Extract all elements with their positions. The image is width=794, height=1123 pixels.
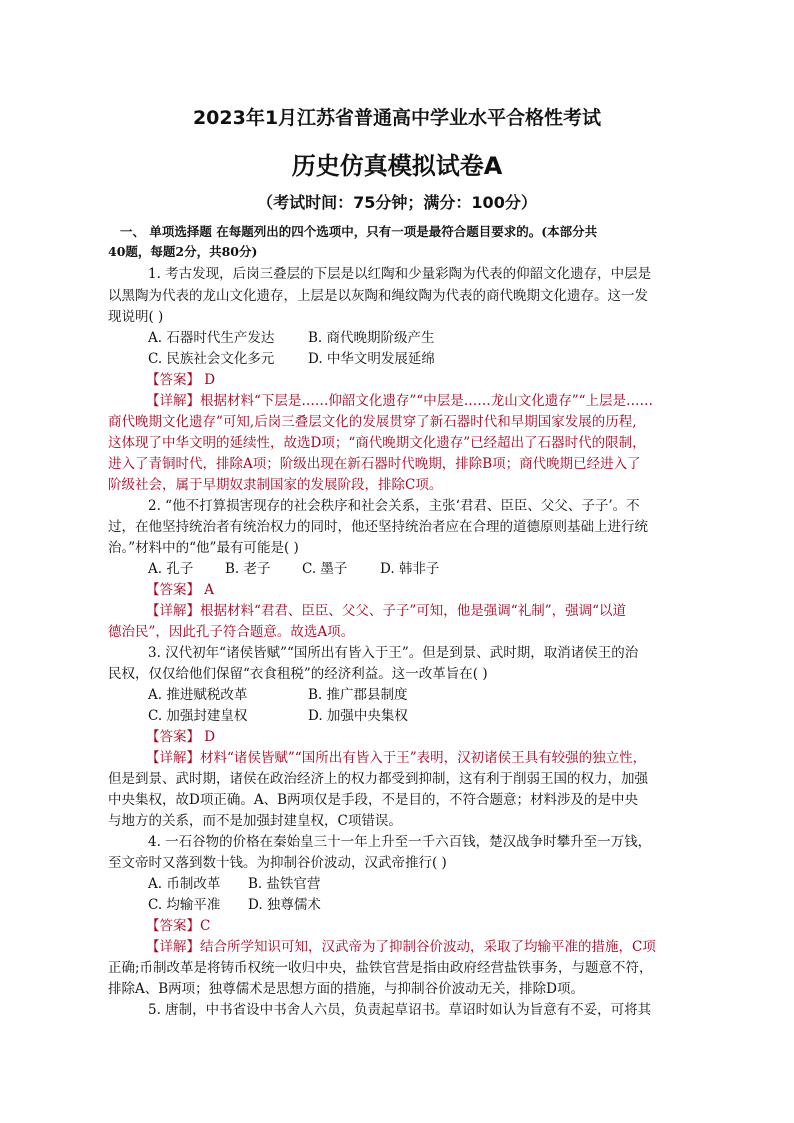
q2-option-b: B. 老子 <box>225 561 271 577</box>
q4-explanation-line3: 排除A、B两项；独尊儒术是思想方面的措施，与抑制谷价波动无关，排除D项。 <box>108 981 584 997</box>
q4-explanation-line2: 正确;币制改革是将铸币权统一收归中央，盐铁官营是指由政府经营盐铁事务，与题意不符， <box>108 960 653 976</box>
q2-stem-line1: 2. “他不打算损害现存的社会秩序和社会关系，主张‘君君、臣臣、父父、子子’。不 <box>148 498 640 514</box>
q2-explanation-line2: 德治民”，因此孔子符合题意。故选A项。 <box>108 624 355 640</box>
section-instructions-line2: 40题，每题2分，共80分) <box>108 244 258 259</box>
q1-explanation-line4: 进入了青铜时代，排除A项；阶级出现在新石器时代晚期，排除B项；商代晚期已经进入了 <box>108 456 641 472</box>
q1-stem-line3: 现说明( ) <box>108 309 164 325</box>
q4-explanation-line1: 【详解】结合所学知识可知，汉武帝为了抑制谷价波动，采取了均输平准的措施，C项 <box>146 939 656 955</box>
q3-option-d: D. 加强中央集权 <box>308 708 408 724</box>
exam-subtitle: 历史仿真模拟试卷A <box>291 152 503 180</box>
q3-stem-line2: 民权，仅仅给他们保留“衣食租税”的经济利益。这一改革旨在( ) <box>108 666 488 682</box>
q3-answer: 【答案】 D <box>146 729 216 745</box>
q2-stem-line3: 治。”材料中的“他”最有可能是( ) <box>108 540 299 556</box>
q4-option-b: B. 盐铁官营 <box>248 876 321 892</box>
q2-option-c: C. 墨子 <box>302 561 348 577</box>
q1-explanation-line5: 阶级社会，属于早期奴隶制国家的发展阶段，排除C项。 <box>108 477 443 493</box>
q2-stem-line2: 过，在他坚持统治者有统治权力的同时，他还坚持统治者应在合理的道德原则基础上进行统 <box>108 519 648 535</box>
q1-option-a: A. 石器时代生产发达 <box>148 330 275 346</box>
q4-option-d: D. 独尊儒术 <box>248 897 321 913</box>
q1-explanation-line2: 商代晚期文化遗存”可知,后岗三叠层文化的发展贯穿了新石器时代和早期国家发展的历程, <box>108 414 637 430</box>
q1-explanation-line1: 【详解】根据材料“下层是……仰韶文化遗存”“中层是……龙山文化遗存”“上层是…… <box>146 393 654 409</box>
q3-option-b: B. 推广郡县制度 <box>308 687 408 703</box>
q3-explanation-line1: 【详解】材料“诸侯皆赋”“国所出有皆入于王”表明，汉初诸侯王具有较强的独立性， <box>146 750 647 766</box>
q2-answer: 【答案】 A <box>146 582 215 598</box>
q1-option-c: C. 民族社会文化多元 <box>148 351 275 367</box>
q5-stem-line1: 5. 唐制，中书省设中书舍人六员，负责起草诏书。草诏时如认为旨意有不妥，可将其 <box>148 1002 652 1018</box>
q2-explanation-line1: 【详解】根据材料“君君、臣臣、父父、子子”可知，他是强调“礼制”，强调“以道 <box>146 603 627 619</box>
q1-option-b: B. 商代晚期阶级产生 <box>308 330 435 346</box>
q1-stem-line1: 1. 考古发现，后岗三叠层的下层是以红陶和少量彩陶为代表的仰韶文化遗存，中层是 <box>148 266 652 282</box>
q3-explanation-line4: 与地方的关系，而不是加强封建皇权，C项错误。 <box>108 813 402 829</box>
exam-title: 2023年1月江苏省普通高中学业水平合格性考试 <box>192 107 602 129</box>
q4-answer: 【答案】C <box>146 918 211 934</box>
q3-option-c: C. 加强封建皇权 <box>148 708 248 724</box>
q4-stem-line1: 4. 一石谷物的价格在秦始皇三十一年上升至一千六百钱，楚汉战争时攀升至一万钱， <box>148 834 652 850</box>
q2-option-a: A. 孔子 <box>148 561 194 577</box>
q1-answer: 【答案】 D <box>146 372 216 388</box>
q4-stem-line2: 至文帝时又落到数十钱。为抑制谷价波动，汉武帝推行( ) <box>108 855 447 871</box>
exam-time-score: （考试时间：75分钟；满分：100分） <box>257 193 537 212</box>
q3-explanation-line2: 但是到景、武时期，诸侯在政治经济上的权力都受到抑制，这有利于削弱王国的权力，加强 <box>108 771 648 787</box>
q4-option-c: C. 均输平准 <box>148 897 221 913</box>
q1-option-d: D. 中华文明发展延绵 <box>308 351 435 367</box>
q4-option-a: A. 币制改革 <box>148 876 221 892</box>
q2-option-d: D. 韩非子 <box>380 561 440 577</box>
q3-explanation-line3: 中央集权，故D项正确。A、B两项仅是手段，不是目的，不符合题意；材料涉及的是中央 <box>108 792 638 808</box>
q1-explanation-line3: 这体现了中华文明的延续性，故选D项；“商代晚期文化遗存”已经超出了石器时代的限制， <box>108 435 646 451</box>
section-instructions-line1: 一、 单项选择题 在每题列出的四个选项中，只有一项是最符合题目要求的。(本部分共 <box>120 224 598 239</box>
q3-option-a: A. 推进赋税改革 <box>148 687 248 703</box>
q3-stem-line1: 3. 汉代初年“诸侯皆赋”“国所出有皆入于王”。但是到景、武时期，取消诸侯王的治 <box>148 645 639 661</box>
q1-stem-line2: 以黑陶为代表的龙山文化遗存，上层是以灰陶和绳纹陶为代表的商代晚期文化遗存。这一发 <box>108 288 648 304</box>
